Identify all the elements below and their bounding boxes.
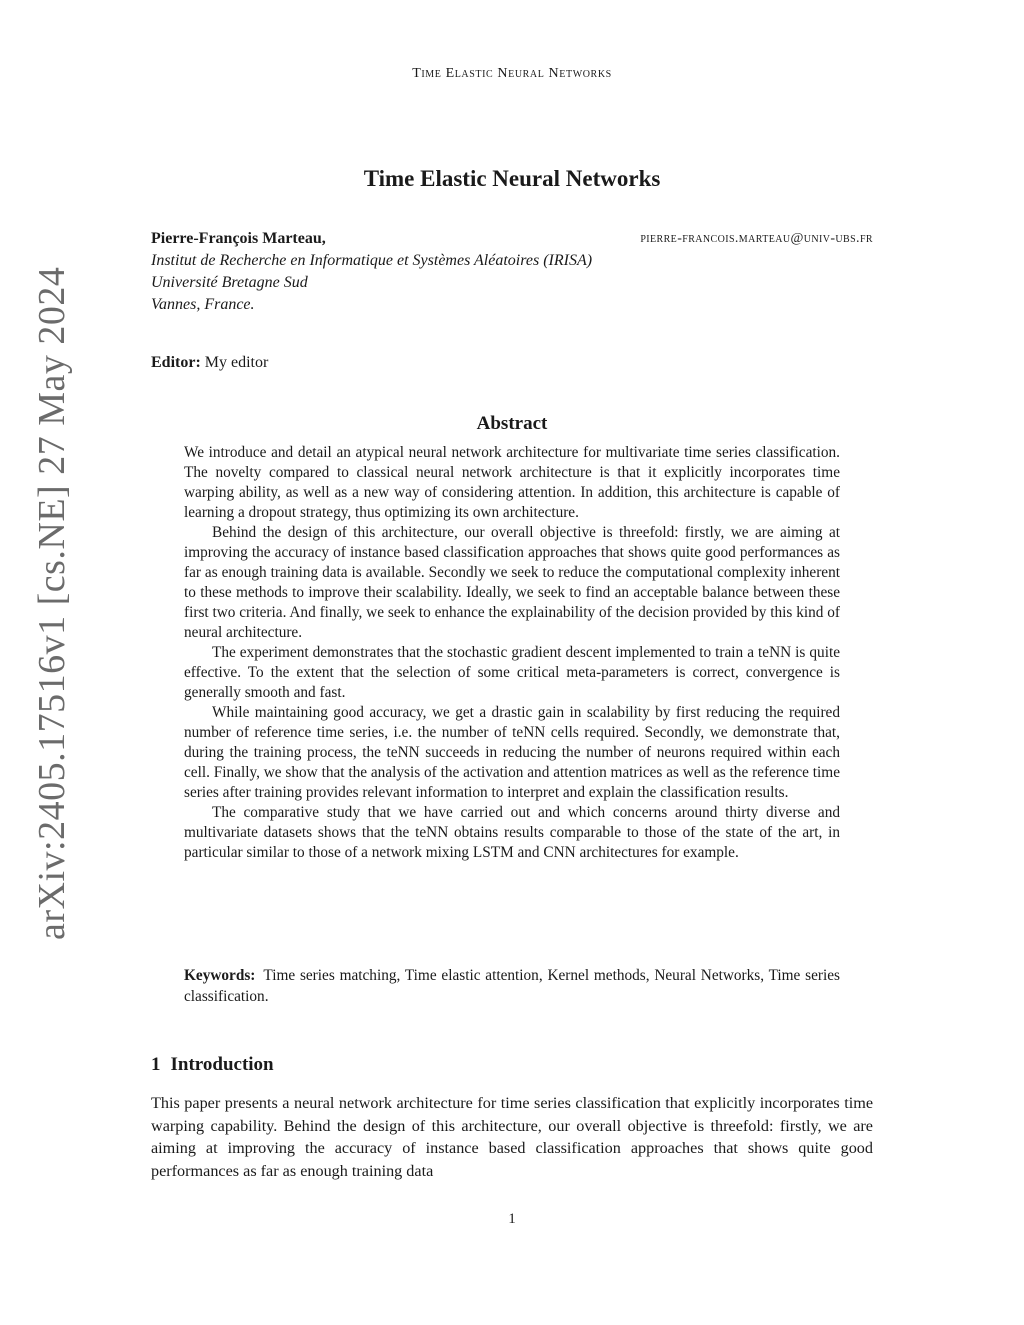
page-number: 1 bbox=[508, 1211, 516, 1227]
section-title: Introduction bbox=[170, 1054, 274, 1075]
abstract-paragraph: While maintaining good accuracy, we get a drastic gain in scalability by first reducing the required number of reference time series, i.e. the number of teNN cells required. Secondly, we demonstrate that, during the training process, the teNN succeeds in reducing the number of neurons required within each cell. Finally, we show that the analysis of the activation and attention matrices as well as the reference time series after training provides relevant information to interpret and explain the classification results. bbox=[184, 704, 840, 801]
running-head: Time Elastic Neural Networks bbox=[412, 66, 612, 81]
author-email[interactable]: pierre-francois.marteau@univ-ubs.fr bbox=[640, 231, 873, 246]
keywords-value: Time series matching, Time elastic attention, Kernel methods, Neural Networks, Time series classification. bbox=[184, 967, 840, 1005]
introduction-paragraph: This paper presents a neural network architecture for time series classification that explicitly incorporates time warping capability. Behind the design of this architecture, our overall objective is threefold: firstly, we are aiming at improving the accuracy of instance based classification approaches that shows quite good performances as far as enough training data bbox=[151, 1094, 873, 1180]
editor-value: My editor bbox=[204, 354, 269, 371]
keywords-label: Keywords: bbox=[184, 967, 256, 984]
author-name: Pierre-François Marteau, bbox=[151, 230, 326, 247]
abstract-paragraph: The comparative study that we have carried out and which concerns around thirty diverse and multivariate datasets shows that the teNN obtains results comparable to those of the state of the art, in particular similar to those of a network mixing LSTM and CNN architectures for example. bbox=[184, 804, 840, 861]
affiliation-university: Université Bretagne Sud bbox=[151, 274, 308, 291]
affiliation-location: Vannes, France. bbox=[151, 296, 255, 313]
abstract-heading: Abstract bbox=[476, 413, 548, 434]
section-heading-introduction bbox=[151, 1054, 274, 1076]
paper-title: Time Elastic Neural Networks bbox=[363, 166, 661, 191]
author-row bbox=[151, 228, 873, 250]
editor-label: Editor: bbox=[151, 354, 201, 371]
keywords bbox=[184, 965, 840, 1007]
author-block bbox=[151, 228, 873, 316]
abstract-paragraph: We introduce and detail an atypical neural network architecture for multivariate time series classification. The novelty compared to classical neural network architecture is that it explicitly incorporates time warping ability, as well as a new way of considering attention. In addition, this architecture is capable of learning a dropout strategy, thus optimizing its own architecture. bbox=[184, 444, 840, 521]
abstract-paragraph: Behind the design of this architecture, our overall objective is threefold: firstly, we are aiming at improving the accuracy of instance based classification approaches that shows quite good performances as far as enough training data is available. Secondly we seek to reduce the computational complexity inherent to these methods to improve their scalability. Ideally, we seek to find an acceptable balance between these first two criteria. And finally, we seek to enhance the explainability of the decision provided by this kind of neural architecture. bbox=[184, 524, 840, 641]
abstract-body bbox=[184, 443, 840, 863]
arxiv-identifier[interactable]: arXiv:2405.17516v1 [cs.NE] 27 May 2024 bbox=[31, 266, 73, 940]
editor-line bbox=[151, 354, 268, 372]
affiliation-institute: Institut de Recherche en Informatique et Systèmes Aléatoires (IRISA) bbox=[151, 252, 593, 269]
section-number: 1 bbox=[151, 1054, 161, 1075]
abstract-paragraph: The experiment demonstrates that the stochastic gradient descent implemented to train a teNN is quite effective. To the extent that the selection of some critical meta-parameters is correct, convergence is generally smooth and fast. bbox=[184, 644, 840, 701]
